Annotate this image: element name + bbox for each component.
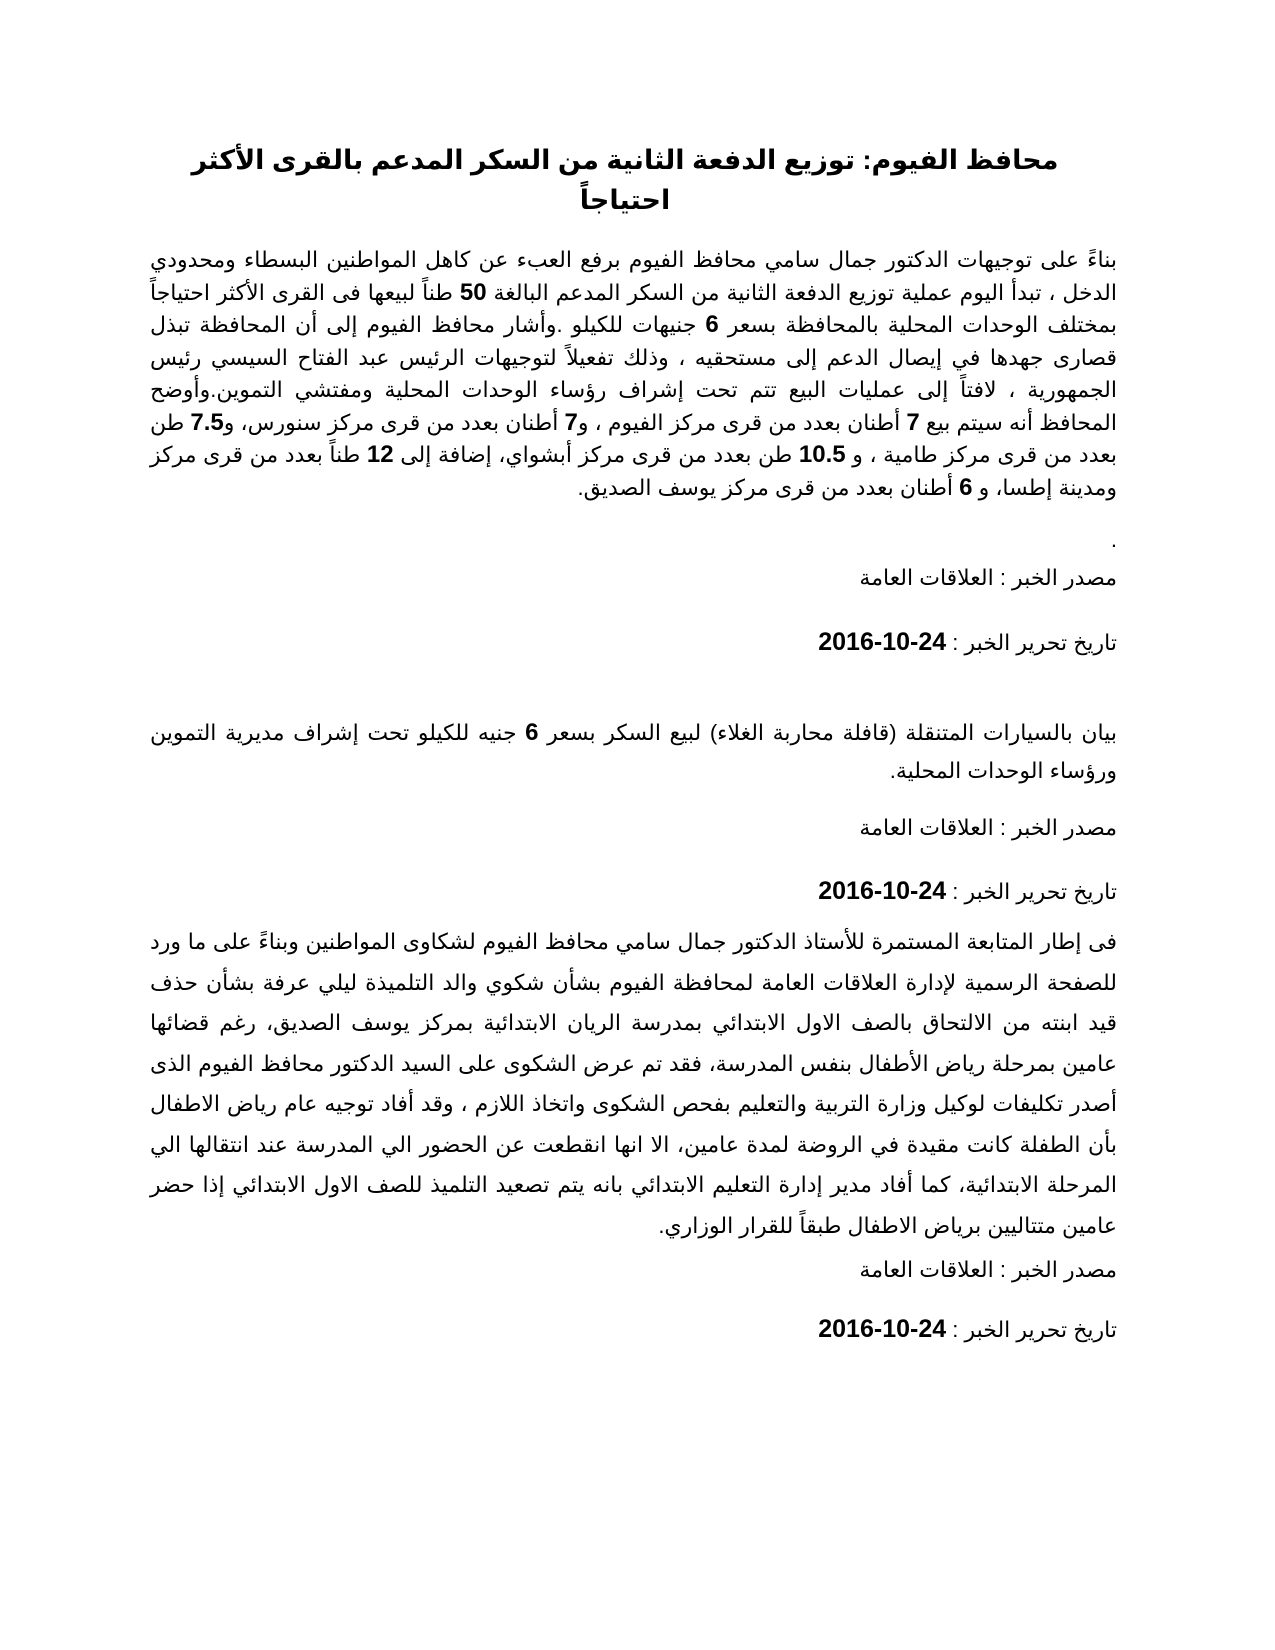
body-number: 10.5 bbox=[798, 441, 846, 468]
date-value: 2016-10-24 bbox=[818, 628, 947, 656]
date-label: تاريخ تحرير الخبر : bbox=[946, 1317, 1117, 1342]
news-item-2-body bbox=[150, 714, 1117, 790]
body-number: 6 bbox=[525, 719, 539, 746]
body-text: جنيهات للكيلو .وأشار محافظ الفيوم إلى أن المحافظة تبذل قصارى جهدها في إيصال الدعم إلى مستحقيه ، وذلك تفعيلاً لتوجيهات الرئيس عبد الفتاح السيسي رئيس الجمهورية ، لافتاً إلى عمليات البيع تتم تحت إشراف رؤساء الوحدات المحلية ومفتشي التموين.وأوضح المحافظ أنه سيتم بيع bbox=[150, 312, 1117, 435]
body-text: أطنان بعدد من قرى مركز الفيوم ، و bbox=[577, 409, 907, 435]
date-value: 2016-10-24 bbox=[818, 1315, 947, 1343]
body-text: طناً بعدد من قرى مركز ومدينة إطسا، و bbox=[150, 442, 1117, 500]
date-value: 2016-10-24 bbox=[818, 877, 947, 905]
news-date bbox=[150, 875, 1117, 908]
body-number: 7 bbox=[906, 408, 920, 436]
body-number: 6 bbox=[705, 311, 719, 338]
body-text: بيان بالسيارات المتنقلة (قافلة محاربة الغلاء) لبيع السكر بسعر bbox=[538, 720, 1117, 745]
body-text: طن بعدد من قرى مركز طامية ، و bbox=[150, 409, 1118, 467]
body-number: 6 bbox=[959, 473, 973, 501]
news-source: مصدر الخبر : العلاقات العامة bbox=[859, 815, 1117, 840]
news-date bbox=[150, 1313, 1117, 1346]
body-number: 7.5 bbox=[190, 408, 224, 436]
news-date bbox=[150, 626, 1117, 659]
body-text: جنيه للكيلو تحت إشراف مديرية التموين ورؤساء الوحدات المحلية. bbox=[150, 720, 1117, 783]
news-source: مصدر الخبر : العلاقات العامة bbox=[859, 1257, 1117, 1282]
news-item-1-body bbox=[150, 244, 1117, 504]
news-item-3-body: فى إطار المتابعة المستمرة للأستاذ الدكتور جمال سامي محافظ الفيوم لشكاوى المواطنين وبناءً على ما ورد للصفحة الرسمية لإدارة العلاقات العامة لمحافظة الفيوم بشأن شكوي والد التلميذة ليلي عرفة بشأن حذف قيد ابنته من الالتحاق بالصف الاول الابتدائي بمدرسة الريان الابتدائية بمركز يوسف الصديق، رغم قضائها عامين بمرحلة رياض الأطفال بنفس المدرسة، فقد تم عرض الشكوى على السيد الدكتور محافظ الفيوم الذى أصدر تكليفات لوكيل وزارة التربية والتعليم بفحص الشكوى واتخاذ اللازم ، وقد أفاد توجيه عام رياض الاطفال بأن الطفلة كانت مقيدة في الروضة لمدة عامين، الا انها انقطعت عن الحضور الي المدرسة عند انتقالها الي المرحلة الابتدائية، كما أفاد مدير إدارة التعليم الابتدائي بانه يتم تصعيد التلميذ للصف الاول الابتدائي إذا حضر عامين متتاليين برياض الاطفال طبقاً للقرار الوزاري. bbox=[150, 929, 1117, 1238]
date-label: تاريخ تحرير الخبر : bbox=[946, 879, 1117, 904]
trailing-mark: . bbox=[1110, 527, 1117, 552]
date-label: تاريخ تحرير الخبر : bbox=[946, 630, 1117, 655]
body-number: 50 bbox=[459, 278, 487, 306]
body-text: أطنان بعدد من قرى مركز يوسف الصديق. bbox=[577, 474, 960, 500]
article-title: محافظ الفيوم: توزيع الدفعة الثانية من السكر المدعم بالقرى الأكثر احتياجاً bbox=[191, 145, 1059, 215]
body-number: 12 bbox=[366, 441, 394, 468]
body-text: بناءً على توجيهات الدكتور جمال سامي محافظ الفيوم برفع العبء عن كاهل المواطنين البسطاء ومحدودي الدخل ، تبدأ اليوم عملية توزيع الدفعة الثانية من السكر المدعم البالغة bbox=[150, 247, 1117, 305]
body-text: طناً لبيعها فى القرى الأكثر احتياجاً بمختلف الوحدات المحلية بالمحافظة بسعر bbox=[150, 279, 1117, 337]
news-source: مصدر الخبر : العلاقات العامة bbox=[859, 565, 1117, 590]
body-text: طن بعدد من قرى مركز أبشواي، إضافة إلى bbox=[393, 442, 799, 467]
body-text: أطنان بعدد من قرى مركز سنورس، و bbox=[223, 409, 565, 435]
body-number: 7 bbox=[564, 408, 578, 436]
